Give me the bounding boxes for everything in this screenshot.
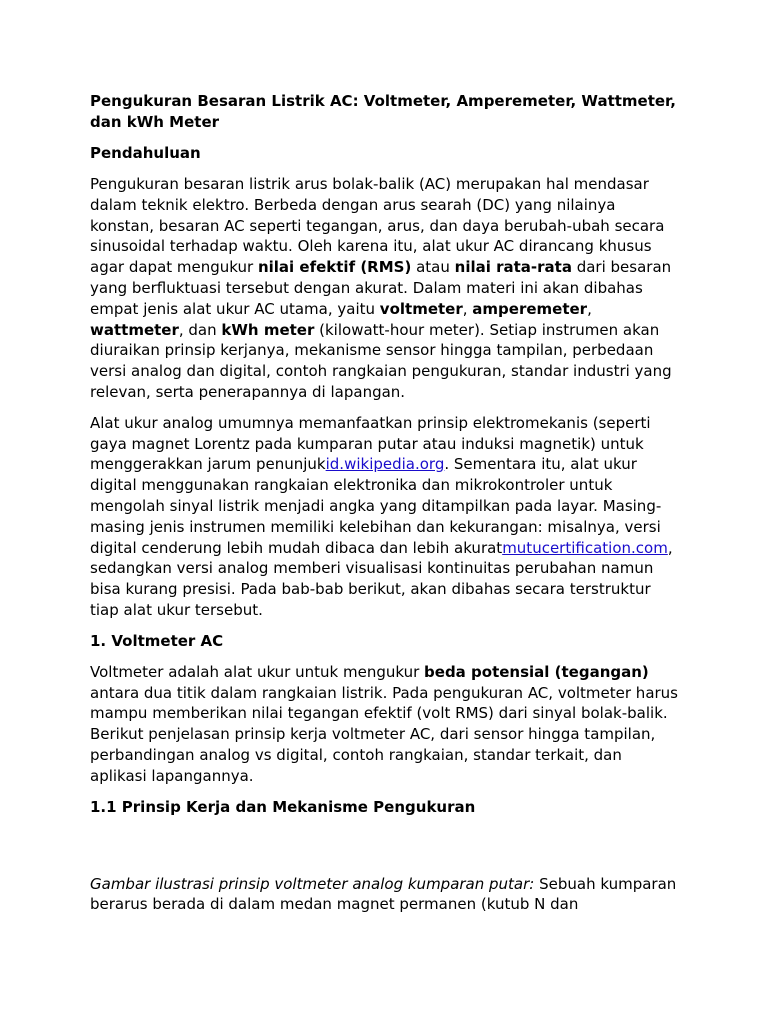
section-1-heading: 1. Voltmeter AC <box>90 631 224 650</box>
document-title: Pengukuran Besaran Listrik AC: Voltmeter, Amperemeter, Wattmeter, dan kWh Meter <box>90 92 676 131</box>
document-body <box>90 91 682 915</box>
intro-paragraph: Pengukuran besaran listrik arus bolak-balik (AC) merupakan hal mendasar dalam teknik elektro. Berbeda dengan arus searah (DC) yang nilainya konstan, besaran AC seperti tegangan, arus, dan daya berubah-ubah secara sinusoidal terhadap waktu. Oleh karena itu, alat ukur AC dirancang khusus agar dapat mengukur nilai efektif (RMS) atau nilai rata-rata dari besaran yang berfluktuasi tersebut dengan akurat. Dalam materi ini akan dibahas empat jenis alat ukur AC utama, yaitu voltmeter, amperemeter, wattmeter, dan kWh meter (kilowatt-hour meter). Setiap instrumen akan diuraikan prinsip kerjanya, mekanisme sensor hingga tampilan, perbedaan versi analog dan digital, contoh rangkaian pengukuran, standar industri yang relevan, serta penerapannya di lapangan. <box>90 175 672 401</box>
wikipedia-link[interactable]: id.wikipedia.org <box>325 455 445 474</box>
voltmeter-paragraph: Voltmeter adalah alat ukur untuk mengukur beda potensial (tegangan) antara dua titik dalam rangkaian listrik. Pada pengukuran AC, voltmeter harus mampu memberikan nilai tegangan efektif (volt RMS) dari sinyal bolak-balik. Berikut penjelasan prinsip kerja voltmeter AC, dari sensor hingga tampilan, perbandingan analog vs digital, contoh rangkaian, standar terkait, dan aplikasi lapangannya. <box>90 662 678 785</box>
figure-caption-paragraph: Gambar ilustrasi prinsip voltmeter analog kumparan putar: Sebuah kumparan berarus berada di dalam medan magnet permanen (kutub N dan <box>90 874 677 914</box>
figure-caption-italic: Gambar ilustrasi prinsip voltmeter analog kumparan putar: <box>90 874 535 893</box>
intro-heading: Pendahuluan <box>90 144 201 162</box>
section-1-1-heading: 1.1 Prinsip Kerja dan Mekanisme Pengukuran <box>90 797 476 816</box>
analog-digital-paragraph: Alat ukur analog umumnya memanfaatkan prinsip elektromekanis (seperti gaya magnet Lorentz pada kumparan putar atau induksi magnetik) untuk menggerakkan jarum penunjukid.wikipedia.org. Sementara itu, alat ukur digital menggunakan rangkaian elektronika dan mikrokontroler untuk mengolah sinyal listrik menjadi angka yang ditampilkan pada layar. Masing-masing jenis instrumen memiliki kelebihan dan kekurangan: misalnya, versi digital cenderung lebih mudah dibaca dan lebih akuratmutucertification.com, sedangkan versi analog memberi visualisasi kontinuitas perubahan namun bisa kurang presisi. Pada bab-bab berikut, akan dibahas secara terstruktur tiap alat ukur tersebut. <box>90 413 673 619</box>
mutucertification-link[interactable]: mutucertification.com <box>502 538 668 557</box>
